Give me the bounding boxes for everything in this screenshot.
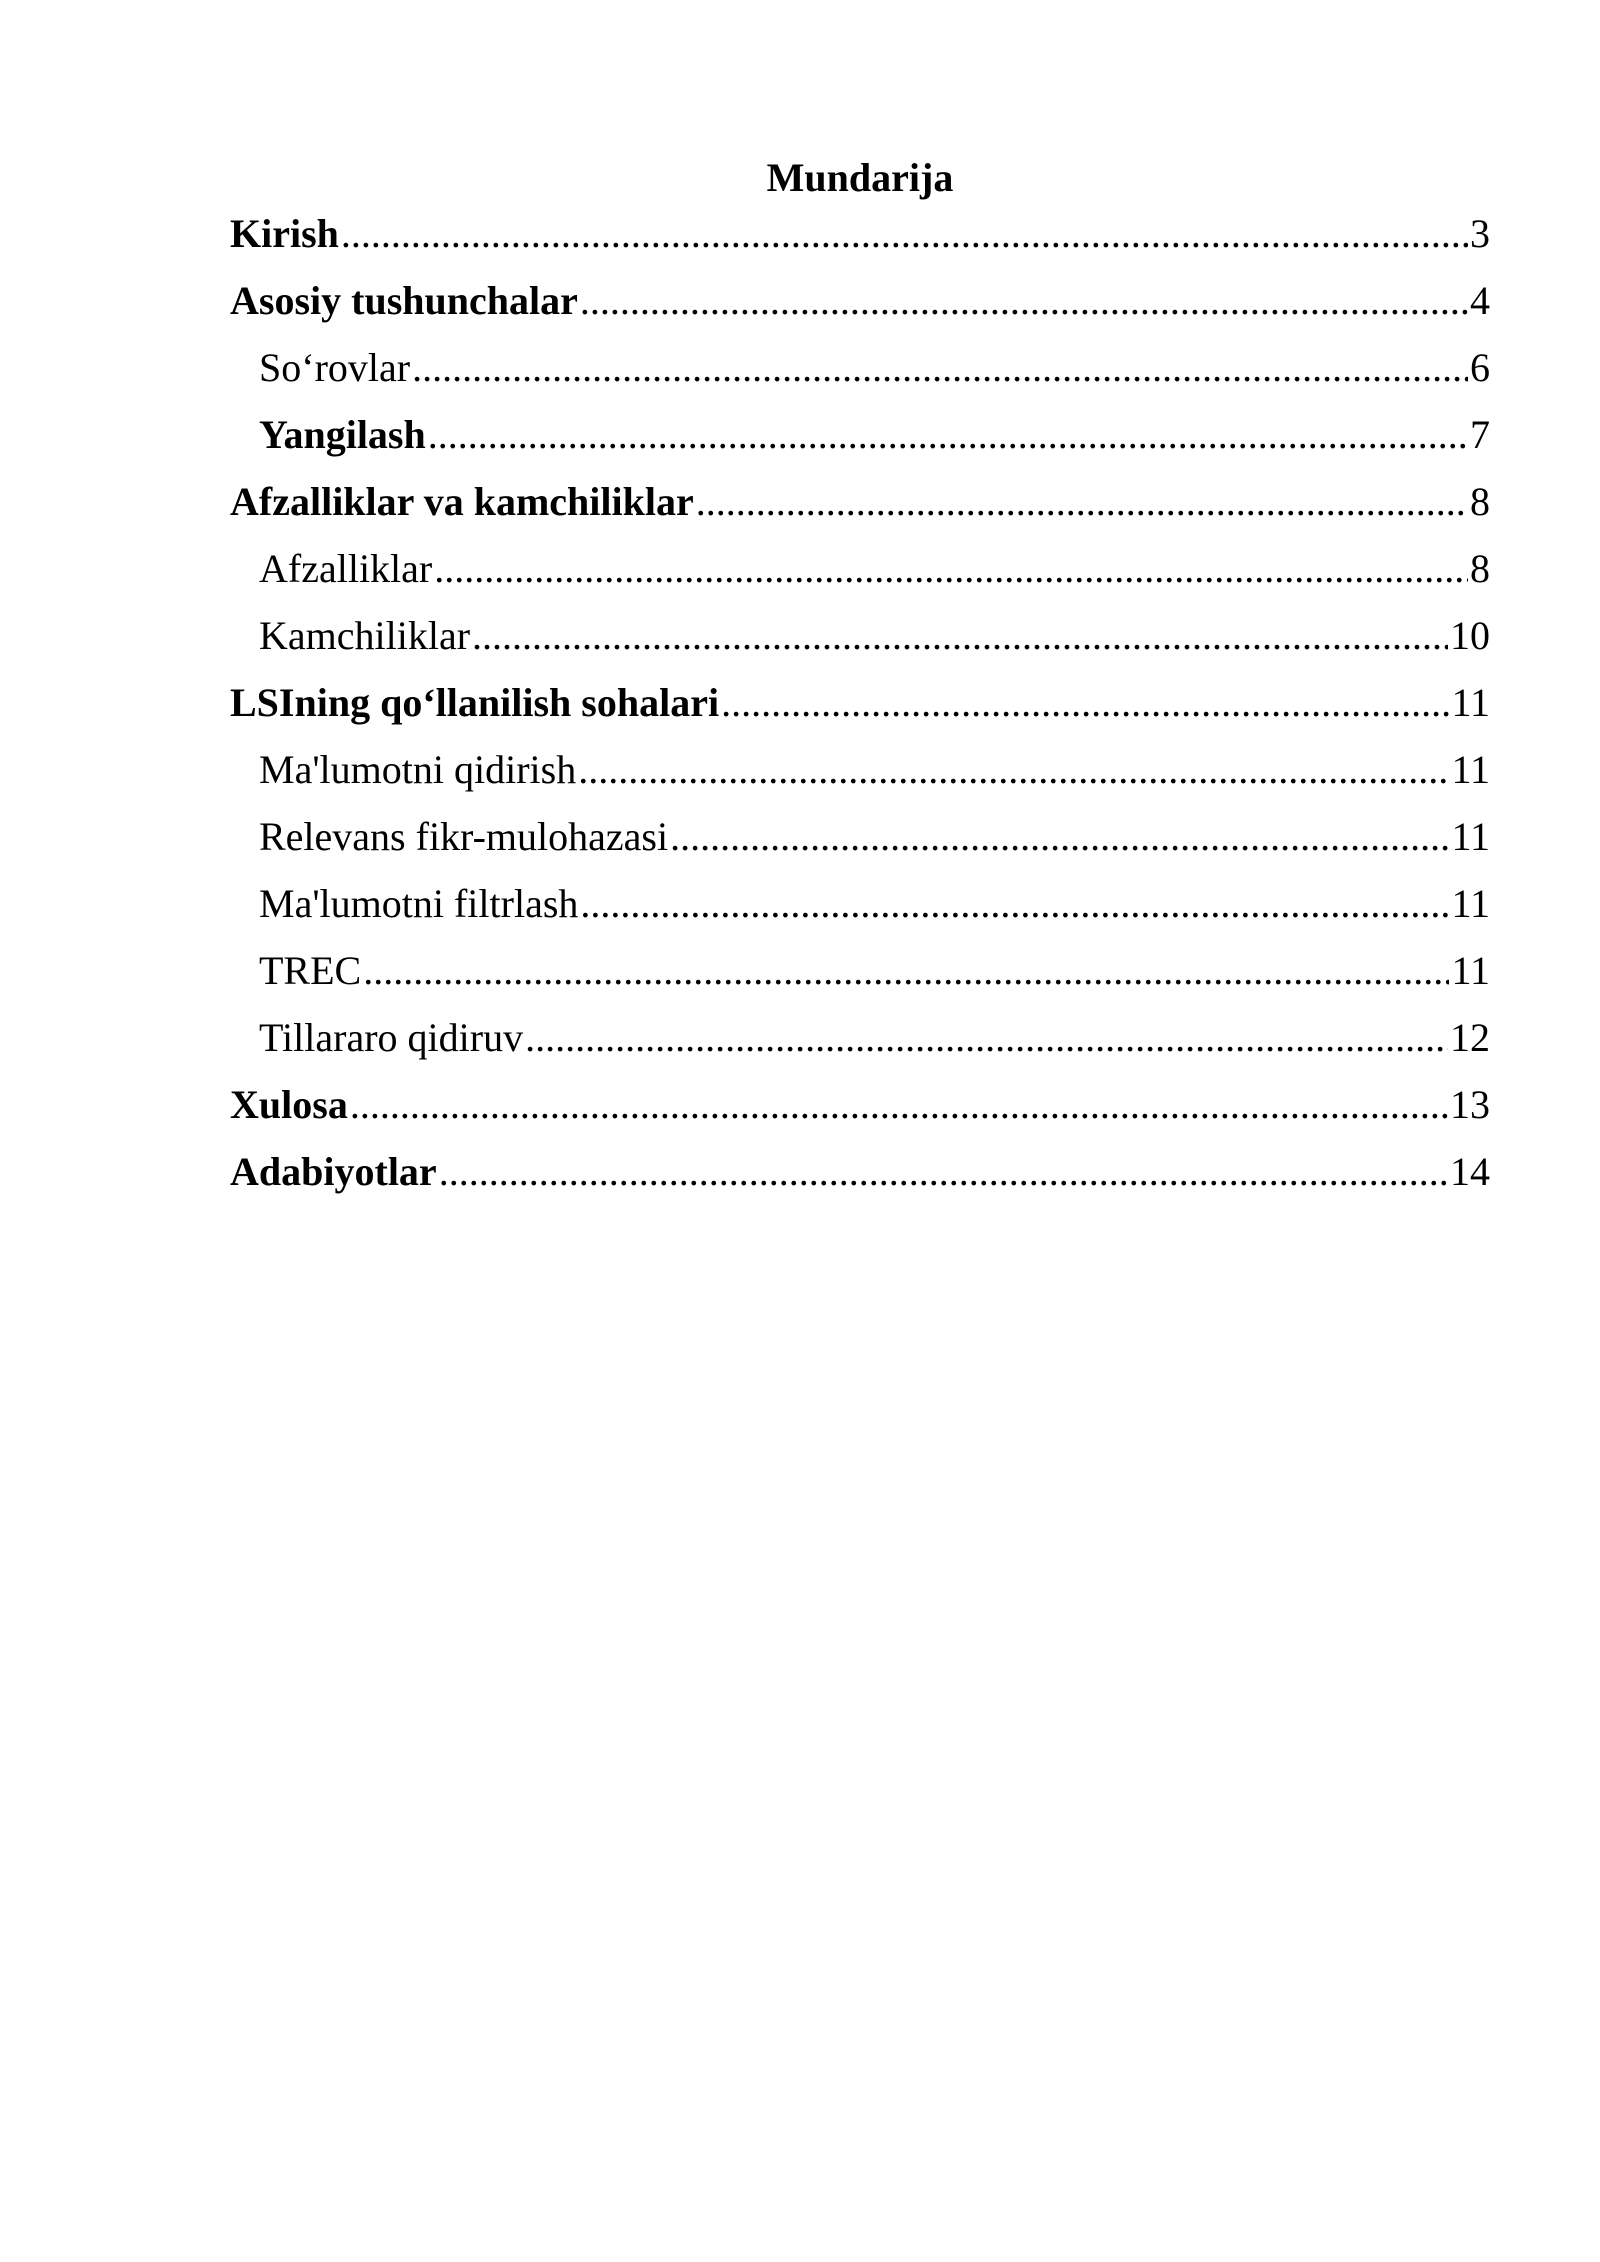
toc-entry[interactable] [230,204,1490,271]
toc-dot-leader [670,807,1449,867]
toc-entry-label: Adabiyotlar [230,1149,437,1194]
toc-entry[interactable] [230,1142,1490,1209]
toc-entry[interactable] [230,338,1490,405]
toc-entry[interactable] [230,606,1490,673]
toc-entry[interactable] [230,1075,1490,1142]
toc-entry-label: Kamchiliklar [259,613,471,658]
toc-entry[interactable] [230,1008,1490,1075]
toc-page-number: 4 [1470,278,1490,323]
toc-dot-leader [525,1008,1448,1068]
toc-page-number: 7 [1470,412,1490,457]
toc-entry[interactable] [230,740,1490,807]
toc-entry-label: Tillararo qidiruv [259,1015,524,1060]
toc-page-number: 11 [1451,948,1490,993]
toc-entry[interactable] [230,472,1490,539]
toc-dot-leader [341,204,1468,264]
toc-dot-leader [472,606,1448,666]
toc-entry-label: LSIning qo‘llanilish sohalari [230,680,720,725]
toc-entry[interactable] [230,405,1490,472]
toc-page-number: 3 [1470,211,1490,256]
toc-dot-leader [350,1075,1448,1135]
toc-entry-label: Asosiy tushunchalar [230,278,578,323]
toc-entry[interactable] [230,539,1490,606]
toc-entry[interactable] [230,941,1490,1008]
toc-entry-label: Xulosa [230,1082,348,1127]
toc-page-number: 12 [1450,1015,1490,1060]
toc-dot-leader [434,539,1468,599]
toc-title: Mundarija [766,155,954,200]
toc-page-number: 13 [1450,1082,1490,1127]
toc-dot-leader [412,338,1468,398]
toc-entry-label: Ma'lumotni qidirish [259,747,577,792]
toc-page-number: 11 [1451,881,1490,926]
toc-entry-label: Ma'lumotni filtrlash [259,881,579,926]
toc-page-number: 11 [1451,814,1490,859]
toc-entry-label: Kirish [230,211,339,256]
toc-dot-leader [428,405,1468,465]
toc-entry-label: Afzalliklar [259,546,433,591]
toc-page-number: 8 [1470,479,1490,524]
toc-dot-leader [578,740,1449,800]
toc-dot-leader [696,472,1468,532]
toc-entry-label: TREC [259,948,362,993]
toc-entry-label: So‘rovlar [259,345,411,390]
toc-page-number: 14 [1450,1149,1490,1194]
toc-dot-leader [721,673,1449,733]
toc-entry[interactable] [230,271,1490,338]
toc-page-number: 11 [1451,680,1490,725]
table-of-contents [230,204,1490,1209]
toc-entry-label: Relevans fikr-mulohazasi [259,814,669,859]
toc-page-number: 11 [1451,747,1490,792]
toc-entry-label: Afzalliklar va kamchiliklar [230,479,694,524]
toc-page-number: 10 [1450,613,1490,658]
toc-entry[interactable] [230,807,1490,874]
toc-dot-leader [580,874,1449,934]
toc-dot-leader [439,1142,1448,1202]
toc-entry[interactable] [230,673,1490,740]
toc-dot-leader [580,271,1468,331]
toc-entry-label: Yangilash [259,412,426,457]
toc-page-number: 6 [1470,345,1490,390]
toc-entry[interactable] [230,874,1490,941]
toc-dot-leader [363,941,1449,1001]
toc-page-number: 8 [1470,546,1490,591]
